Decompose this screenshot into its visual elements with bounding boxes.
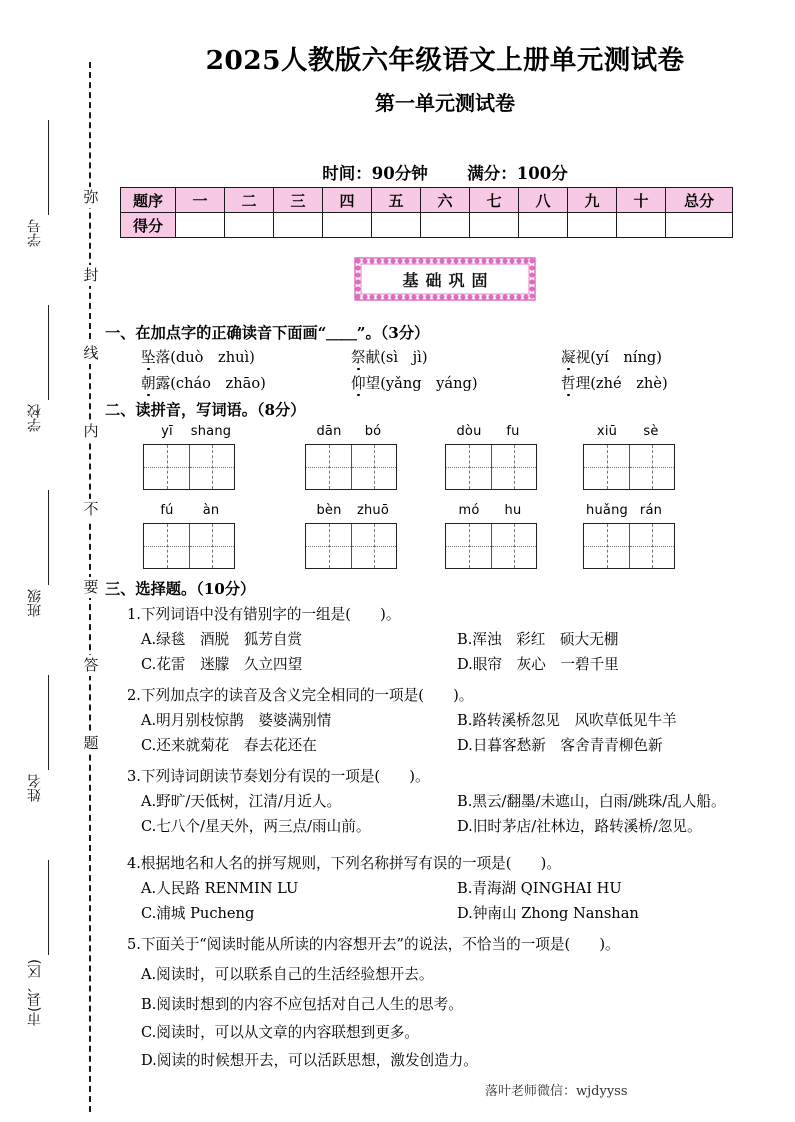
score-input-cell[interactable] (421, 213, 470, 238)
seal-char: 内 (78, 421, 104, 442)
answer-option[interactable]: B.路转溪桥忽见 风吹草低见牛羊 (457, 712, 677, 729)
info-field-label: 班级 (27, 589, 43, 617)
tianzige-writing-box[interactable] (305, 444, 397, 490)
seal-char: 弥 (78, 187, 104, 208)
tianzige-cell[interactable] (306, 524, 351, 568)
answer-option[interactable]: D.日暮客愁新 客舍青青柳色新 (457, 737, 663, 754)
score-table-column-header: 六 (421, 188, 470, 213)
section-badge (347, 250, 543, 308)
answer-option[interactable]: A.明月别枝惊鹊 婆婆满别情 (141, 712, 332, 729)
tianzige-cell[interactable] (144, 524, 189, 568)
info-field-rule (48, 860, 49, 955)
pinyin-options: 望(yǎng yáng) (365, 375, 478, 392)
dotted-character: 坠 (141, 349, 156, 366)
tianzige-cell[interactable] (491, 445, 536, 489)
answer-option[interactable]: C.还来就菊花 春去花还在 (141, 737, 317, 754)
score-table-header-row (121, 188, 733, 213)
footer-watermark: 落叶老师微信：wjdyyss (485, 1084, 628, 1099)
section-heading: 一、在加点字的正确读音下面画“＿＿”。（3分） (105, 324, 430, 342)
pinyin-grid-row (105, 424, 785, 496)
info-field-rule (48, 675, 49, 770)
page-title: 2025人教版六年级语文上册单元测试卷 (205, 45, 685, 76)
answer-option[interactable]: B.阅读时想到的内容不应包括对自己人生的思考。 (141, 996, 463, 1013)
score-table-column-header: 八 (519, 188, 568, 213)
answer-option[interactable]: A.野旷/天低树，江清/月近人。 (141, 793, 342, 810)
tianzige-cell[interactable] (306, 445, 351, 489)
answer-option[interactable]: C.七八个/星天外，两三点/雨山前。 (141, 818, 371, 835)
exam-meta (105, 160, 785, 184)
info-field-rule (48, 490, 49, 585)
tianzige-cell[interactable] (446, 524, 491, 568)
seal-char: 线 (78, 343, 104, 364)
tianzige-writing-box[interactable] (445, 523, 537, 569)
tianzige-cell[interactable] (584, 445, 629, 489)
tianzige-cell[interactable] (144, 445, 189, 489)
seal-char: 要 (78, 577, 104, 598)
score-table-row-label: 题序 (121, 188, 176, 213)
info-field-label: 学号 (27, 219, 43, 247)
pinyin-options: 视(yí níng) (575, 349, 662, 366)
tianzige-cell[interactable] (189, 445, 234, 489)
score-table-column-header: 三 (274, 188, 323, 213)
pinyin-options: 落(duò zhuì) (155, 349, 255, 366)
dotted-character: 祭 (351, 349, 366, 366)
answer-option[interactable]: B.青海湖 QINGHAI HU (457, 880, 622, 897)
time-label: 时间：90分钟 (322, 164, 428, 183)
score-input-cell[interactable] (519, 213, 568, 238)
exam-sheet (105, 0, 795, 1122)
question-stem: 5.下面关于“阅读时能从所读的内容想开去”的说法，不恰当的一项是( )。 (127, 936, 620, 953)
tianzige-cell[interactable] (629, 445, 674, 489)
tianzige-cell[interactable] (446, 445, 491, 489)
answer-option[interactable]: C.浦城 Pucheng (141, 905, 255, 922)
answer-option[interactable]: B.黑云/翻墨/未遮山，白雨/跳珠/乱人船。 (457, 793, 726, 810)
answer-option[interactable]: A.阅读时，可以联系自己的生活经验想开去。 (141, 966, 434, 983)
pinyin-label: yī shang (161, 424, 232, 439)
score-input-cell[interactable] (666, 213, 733, 238)
pinyin-choice-item[interactable] (561, 372, 668, 393)
answer-option[interactable]: C.花雷 迷朦 久立四望 (141, 656, 303, 673)
score-table-column-header: 七 (470, 188, 519, 213)
tianzige-writing-box[interactable] (445, 444, 537, 490)
section-heading: 三、选择题。（10分） (105, 580, 256, 598)
score-table-column-header: 九 (568, 188, 617, 213)
pinyin-choice-item[interactable] (561, 346, 662, 367)
pinyin-label: bèn zhuō (316, 503, 390, 518)
section-heading: 二、读拼音，写词语。（8分） (105, 401, 306, 419)
pinyin-choice-item[interactable] (351, 372, 478, 393)
pinyin-label: huǎng rán (586, 503, 663, 518)
pinyin-options: 露(cháo zhāo) (155, 375, 266, 392)
info-field-label: 姓名 (27, 774, 43, 802)
dotted-character: 哲 (561, 375, 576, 392)
dotted-character: 仰 (351, 375, 366, 392)
pinyin-label: dòu fu (456, 424, 520, 439)
seal-char: 不 (78, 499, 104, 520)
seal-char: 答 (78, 655, 104, 676)
answer-option[interactable]: A.人民路 RENMIN LU (141, 880, 299, 897)
answer-option[interactable]: D.阅读的时候想开去，可以活跃思想，激发创造力。 (141, 1052, 478, 1069)
tianzige-cell[interactable] (491, 524, 536, 568)
answer-option[interactable]: D.旧时茅店/社林边，路转溪桥/忽见。 (457, 818, 702, 835)
answer-option[interactable]: C.阅读时，可以从文章的内容联想到更多。 (141, 1024, 419, 1041)
question-stem: 3.下列诗词朗读节奏划分有误的一项是( )。 (127, 768, 430, 785)
question-stem: 1.下列词语中没有错别字的一组是( )。 (127, 606, 401, 623)
tianzige-writing-box[interactable] (583, 523, 675, 569)
pinyin-label: xiū sè (596, 424, 659, 439)
score-table-column-header: 十 (617, 188, 666, 213)
score-input-cell[interactable] (470, 213, 519, 238)
answer-option[interactable]: D.眼帘 灰心 一碧千里 (457, 656, 619, 673)
answer-option[interactable]: D.钟南山 Zhong Nanshan (457, 905, 639, 922)
pinyin-options: 理(zhé zhè) (575, 375, 668, 392)
seal-char: 封 (78, 265, 104, 286)
score-input-cell[interactable] (372, 213, 421, 238)
score-table-total-header: 总分 (666, 188, 733, 213)
score-table-column-header: 一 (176, 188, 225, 213)
tianzige-cell[interactable] (629, 524, 674, 568)
pinyin-choice-item[interactable] (351, 346, 428, 367)
dotted-character: 朝 (141, 375, 156, 392)
score-input-cell[interactable] (617, 213, 666, 238)
pinyin-grid-row (105, 503, 785, 575)
tianzige-cell[interactable] (351, 524, 396, 568)
question-stem: 4.根据地名和人名的拼写规则，下列名称拼写有误的一项是( )。 (127, 855, 561, 872)
section-badge-wrap (105, 250, 785, 312)
section-badge-label: 基础巩固 (402, 270, 495, 290)
score-input-cell[interactable] (176, 213, 225, 238)
score-table (120, 187, 733, 238)
seal-margin-column (0, 0, 105, 1122)
dotted-character: 凝 (561, 349, 576, 366)
score-table-column-header: 四 (323, 188, 372, 213)
info-field-rule (48, 305, 49, 400)
pinyin-label: dān bó (316, 424, 382, 439)
pinyin-label: mó hu (458, 503, 522, 518)
tianzige-writing-box[interactable] (143, 523, 235, 569)
score-input-cell[interactable] (568, 213, 617, 238)
tianzige-writing-box[interactable] (143, 444, 235, 490)
info-field-label: 市(县、区) (27, 959, 43, 1026)
answer-option[interactable]: A.绿毯 酒脱 狐芳自赏 (141, 631, 303, 648)
total-score-label: 满分：100分 (467, 164, 568, 183)
score-input-cell[interactable] (323, 213, 372, 238)
pinyin-options: 献(sì jì) (365, 349, 428, 366)
pinyin-choice-item[interactable] (141, 372, 266, 393)
seal-vertical-text (78, 62, 104, 1112)
score-table-score-row (121, 213, 733, 238)
question-stem: 2.下列加点字的读音及含义完全相同的一项是( )。 (127, 687, 474, 704)
score-table-column-header: 二 (225, 188, 274, 213)
tianzige-writing-box[interactable] (583, 444, 675, 490)
score-table-row-label: 得分 (121, 213, 176, 238)
pinyin-choice-item[interactable] (141, 346, 255, 367)
info-field-rule (48, 120, 49, 215)
tianzige-cell[interactable] (189, 524, 234, 568)
info-field-label: 学校 (27, 404, 43, 432)
score-input-cell[interactable] (274, 213, 323, 238)
student-info-column (20, 120, 66, 1070)
tianzige-cell[interactable] (351, 445, 396, 489)
answer-option[interactable]: B.浑浊 彩红 硕大无棚 (457, 631, 619, 648)
score-input-cell[interactable] (225, 213, 274, 238)
pinyin-label: fú àn (160, 503, 220, 518)
page-subtitle: 第一单元测试卷 (375, 91, 515, 115)
tianzige-writing-box[interactable] (305, 523, 397, 569)
seal-char: 题 (78, 733, 104, 754)
score-table-column-header: 五 (372, 188, 421, 213)
tianzige-cell[interactable] (584, 524, 629, 568)
